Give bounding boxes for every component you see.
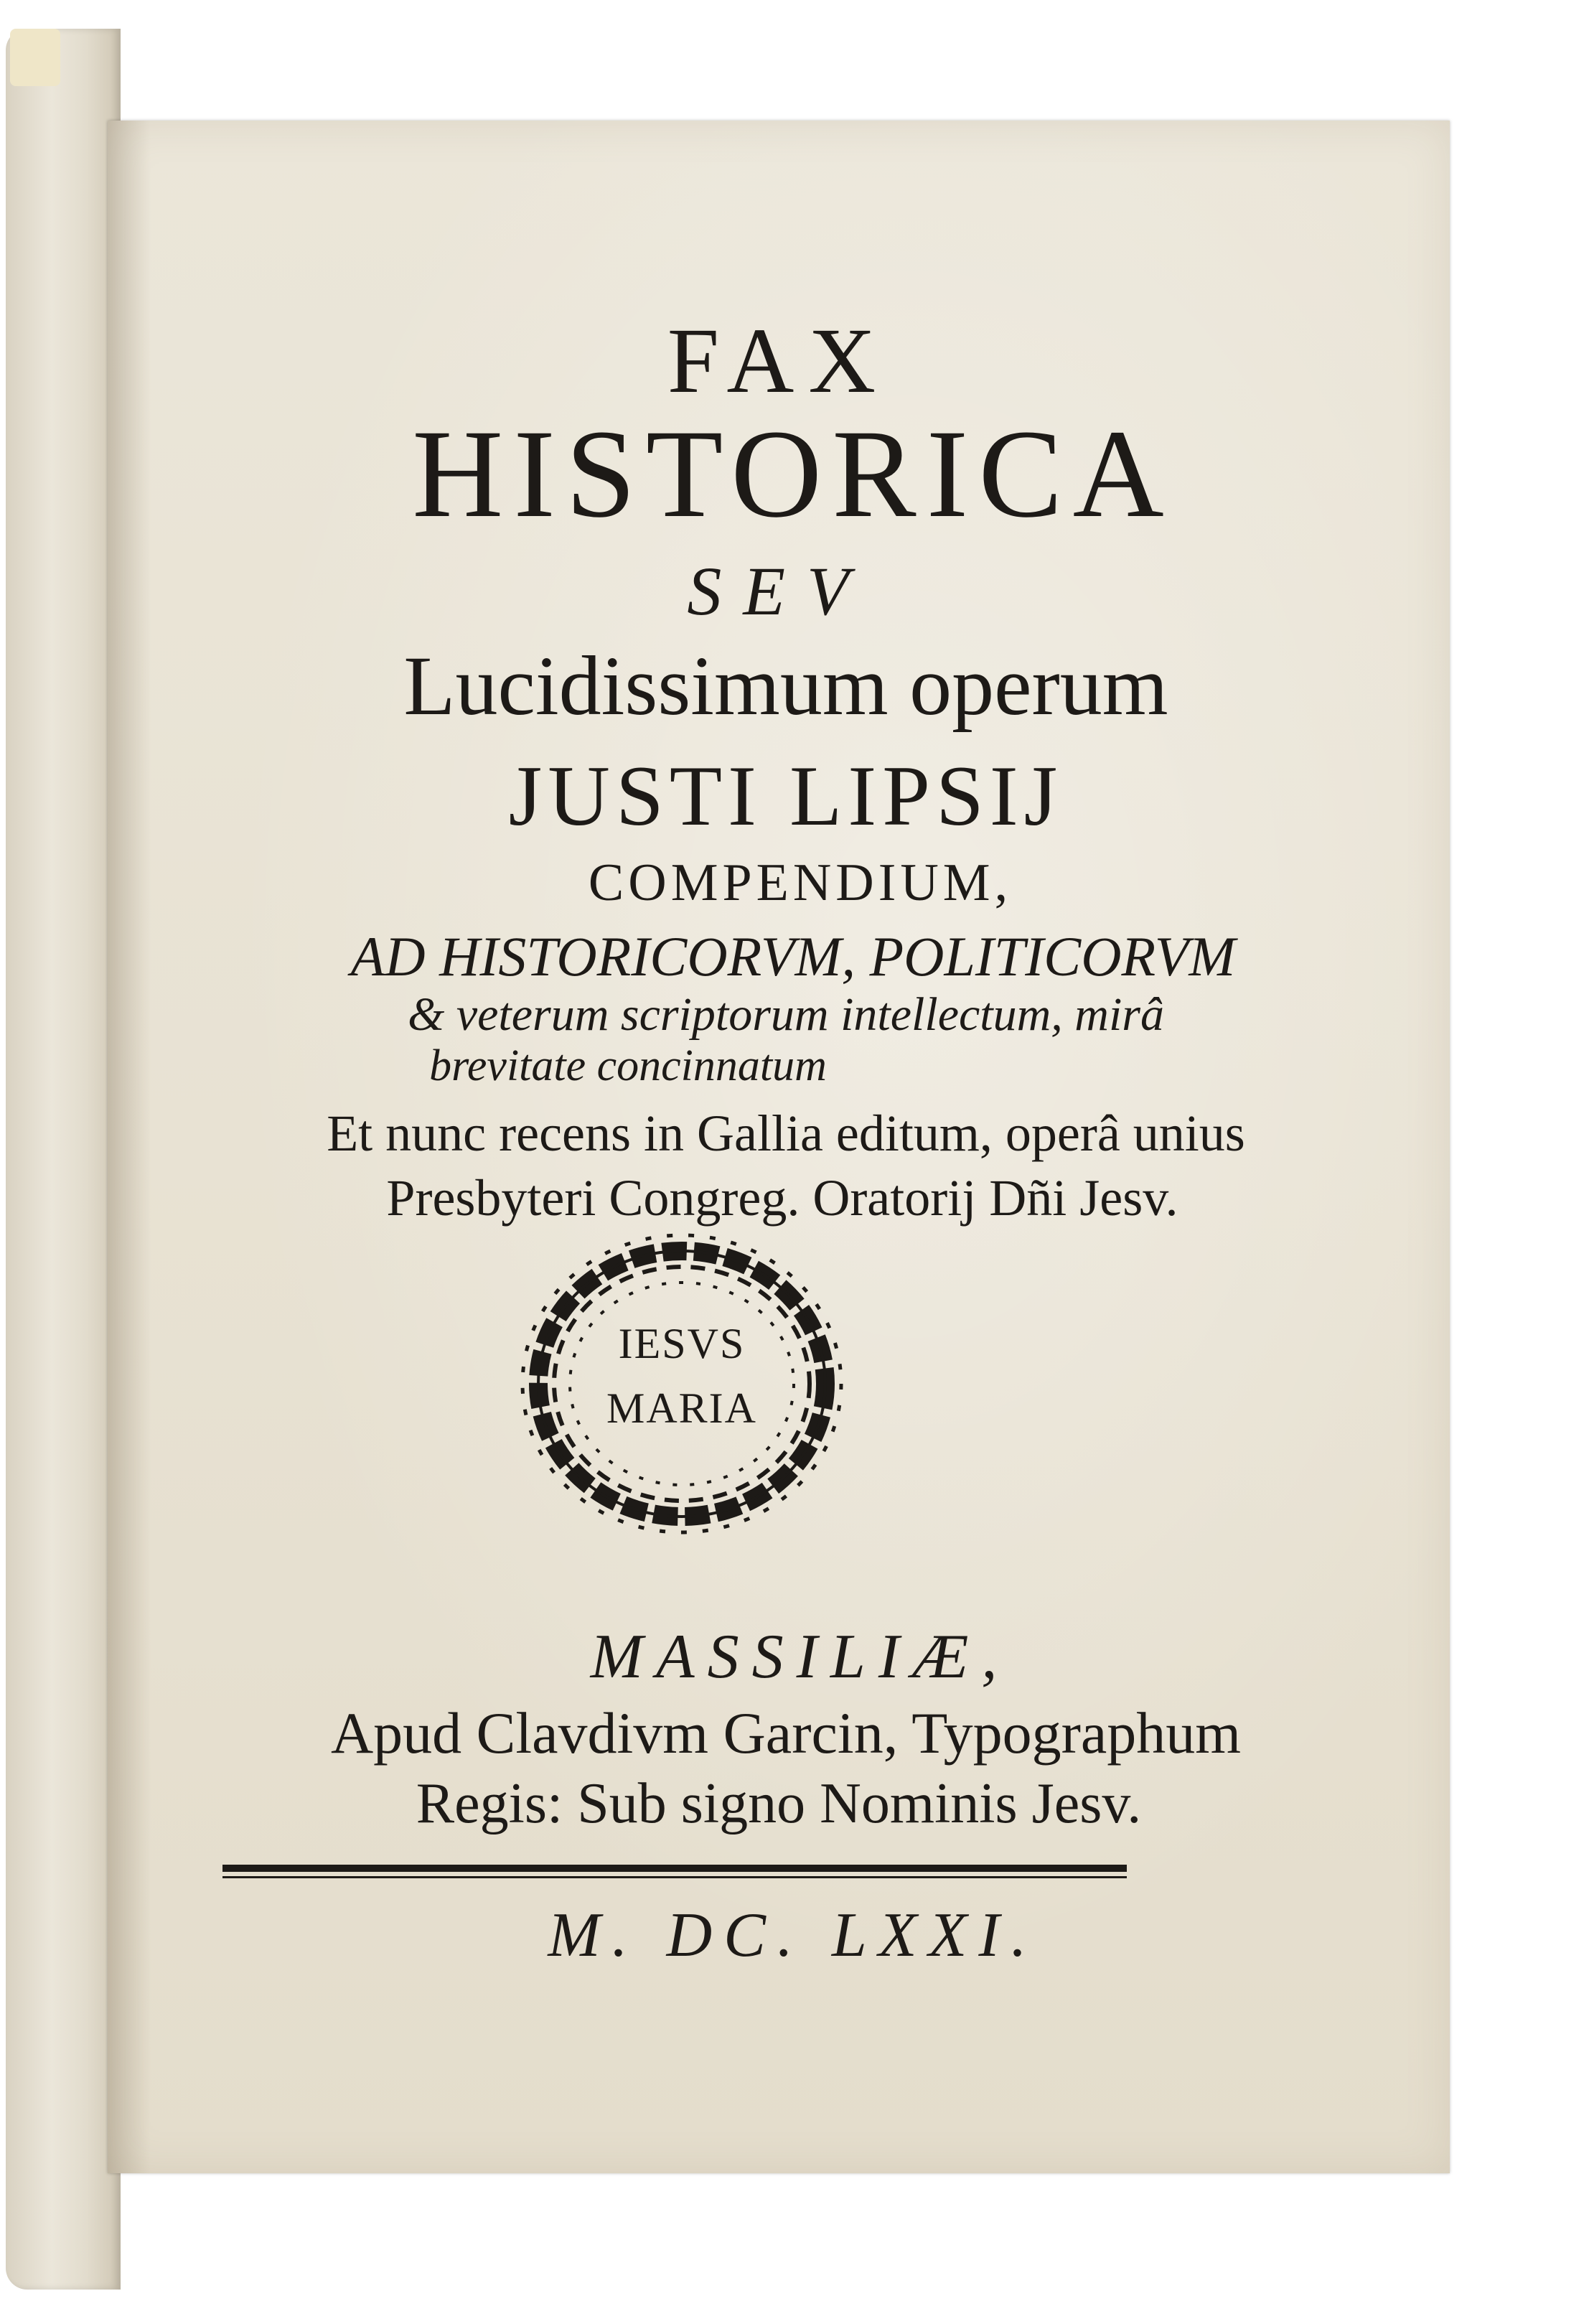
emblem-iesus: IESVS (618, 1320, 746, 1367)
edition-note-line2: Presbyteri Congreg. Oratorij Dñi Jesv. (386, 1169, 1178, 1227)
subtitle-lucidissimum: Lucidissimum operum (403, 639, 1168, 733)
publication-date: M. DC. LXXI. (548, 1901, 1039, 1970)
title-seu: SEV (687, 553, 871, 629)
edition-note-line1: Et nunc recens in Gallia editum, operâ unius (327, 1105, 1245, 1162)
emblem-maria: MARIA (606, 1384, 757, 1432)
subtitle-ad-historicorum: AD HISTORICORVM, POLITICORVM (350, 925, 1236, 988)
subtitle-veterum: & veterum scriptorum intellectum, mirâ (407, 988, 1164, 1041)
imprint-printer: Apud Clavdivm Garcin, Typographum (330, 1700, 1242, 1766)
crown-of-thorns-emblem (517, 1226, 847, 1542)
divider-rule-thin (222, 1876, 1127, 1878)
imprint-city: MASSILIÆ, (590, 1622, 1011, 1692)
divider-rule-thick (222, 1865, 1127, 1872)
subtitle-brevitate: brevitate concinnatum (429, 1041, 827, 1090)
subtitle-compendium: COMPENDIUM, (588, 853, 1013, 912)
title-historica: HISTORICA (412, 404, 1174, 544)
spine-label-tab (10, 29, 60, 86)
author-name: JUSTI LIPSIJ (508, 748, 1064, 843)
imprint-sign: Regis: Sub signo Nominis Jesv. (416, 1772, 1142, 1835)
title-page (108, 121, 1450, 2173)
title-fax: FAX (667, 309, 891, 413)
book-spine-edge (6, 29, 121, 2290)
